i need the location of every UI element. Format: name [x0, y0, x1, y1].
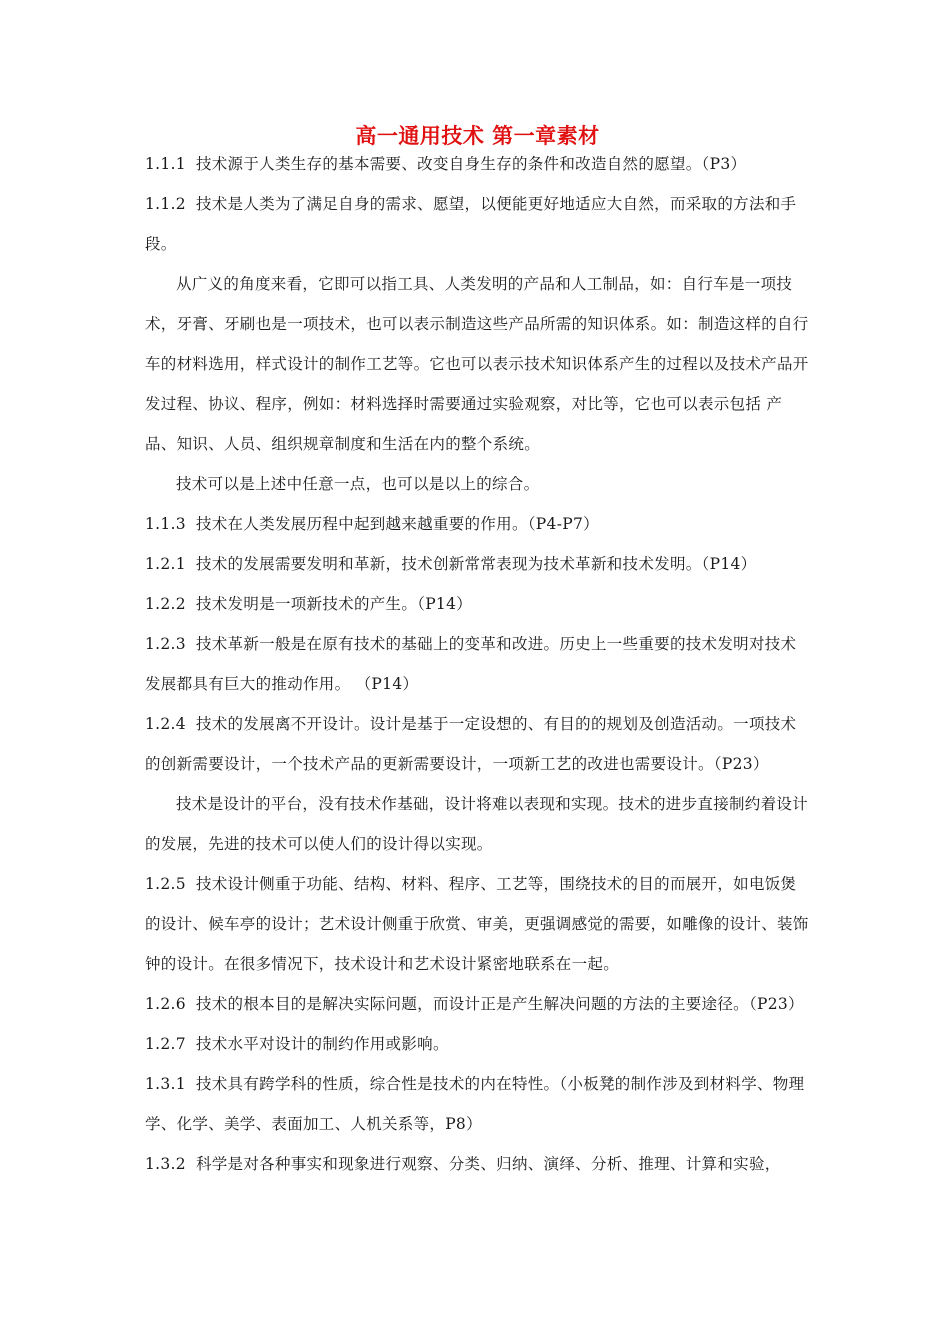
paragraph-text: 从广义的角度来看，它即可以指工具、人类发明的产品和人工制品，如：自行车是一项技术，牙膏、牙刷也是一项技术，也可以表示制造这些产品所需的知识体系。如：制造这样的自行车的材料选用，样式设计的制作工艺等。它也可以表示技术知识体系产生的过程以及技术产品开发过程、协议、程序，例如：材料选择时需要通过实验观察，对比等，它也可以表示包括 产品、知识、人员、组织规章制度和生活在内的整个系统。 — [145, 275, 809, 453]
paragraph-1-2-4 — [145, 704, 810, 784]
paragraph-summary — [145, 464, 810, 504]
section-number: 1.2.5 — [145, 875, 186, 893]
section-number: 1.2.4 — [145, 715, 186, 733]
paragraph-text: 技术是设计的平台，没有技术作基础，设计将难以表现和实现。技术的进步直接制约着设计的发展，先进的技术可以使人们的设计得以实现。 — [145, 795, 809, 853]
paragraph-text: 技术水平对设计的制约作用或影响。 — [195, 1035, 449, 1053]
paragraph-text: 技术的发展离不开设计。设计是基于一定设想的、有目的的规划及创造活动。一项技术的创新需要设计，一个技术产品的更新需要设计，一项新工艺的改进也需要设计。（P23） — [145, 715, 797, 773]
paragraph-text: 科学是对各种事实和现象进行观察、分类、归纳、演绎、分析、推理、计算和实验， — [195, 1155, 781, 1173]
section-number: 1.2.3 — [145, 635, 186, 653]
paragraph-1-3-2 — [145, 1144, 810, 1184]
document-body — [145, 144, 810, 1184]
paragraph-1-2-6 — [145, 984, 810, 1024]
paragraph-text: 技术设计侧重于功能、结构、材料、程序、工艺等，围绕技术的目的而展开，如电饭煲的设计、候车亭的设计；艺术设计侧重于欣赏、审美，更强调感觉的需要，如雕像的设计、装饰钟的设计。在很多情况下，技术设计和艺术设计紧密地联系在一起。 — [145, 875, 809, 973]
paragraph-text: 技术的发展需要发明和革新，技术创新常常表现为技术革新和技术发明。（P14） — [195, 555, 757, 573]
paragraph-1-1-2 — [145, 184, 810, 264]
section-number: 1.3.1 — [145, 1075, 186, 1093]
paragraph-1-2-5 — [145, 864, 810, 984]
paragraph-design-platform — [145, 784, 810, 864]
paragraph-1-2-7 — [145, 1024, 810, 1064]
document-page — [145, 118, 810, 1184]
document-title: 高一通用技术 第一章素材 — [355, 124, 600, 148]
section-number: 1.2.1 — [145, 555, 186, 573]
paragraph-1-1-1 — [145, 144, 810, 184]
paragraph-1-2-2 — [145, 584, 810, 624]
section-number: 1.2.6 — [145, 995, 186, 1013]
paragraph-text: 技术可以是上述中任意一点，也可以是以上的综合。 — [176, 475, 540, 493]
paragraph-1-2-3 — [145, 624, 810, 704]
paragraph-1-1-3 — [145, 504, 810, 544]
section-number: 1.2.2 — [145, 595, 186, 613]
paragraph-1-2-1 — [145, 544, 810, 584]
section-number: 1.1.1 — [145, 155, 186, 173]
paragraph-text: 技术发明是一项新技术的产生。（P14） — [195, 595, 473, 613]
section-number: 1.1.2 — [145, 195, 186, 213]
paragraph-text: 技术革新一般是在原有技术的基础上的变革和改进。历史上一些重要的技术发明对技术发展都具有巨大的推动作用。 （P14） — [145, 635, 797, 693]
section-number: 1.3.2 — [145, 1155, 186, 1173]
section-number: 1.2.7 — [145, 1035, 186, 1053]
section-number: 1.1.3 — [145, 515, 186, 533]
paragraph-text: 技术源于人类生存的基本需要、改变自身生存的条件和改造自然的愿望。（P3） — [195, 155, 747, 173]
paragraph-text: 技术的根本目的是解决实际问题，而设计正是产生解决问题的方法的主要途径。（P23） — [195, 995, 804, 1013]
paragraph-text: 技术在人类发展历程中起到越来越重要的作用。（P4-P7） — [195, 515, 599, 533]
paragraph-text: 技术具有跨学科的性质，综合性是技术的内在特性。（小板凳的制作涉及到材料学、物理学、化学、美学、表面加工、人机关系等，P8） — [145, 1075, 805, 1133]
paragraph-1-3-1 — [145, 1064, 810, 1144]
paragraph-broad-sense — [145, 264, 810, 464]
paragraph-text: 技术是人类为了满足自身的需求、愿望，以便能更好地适应大自然，而采取的方法和手段。 — [145, 195, 797, 253]
